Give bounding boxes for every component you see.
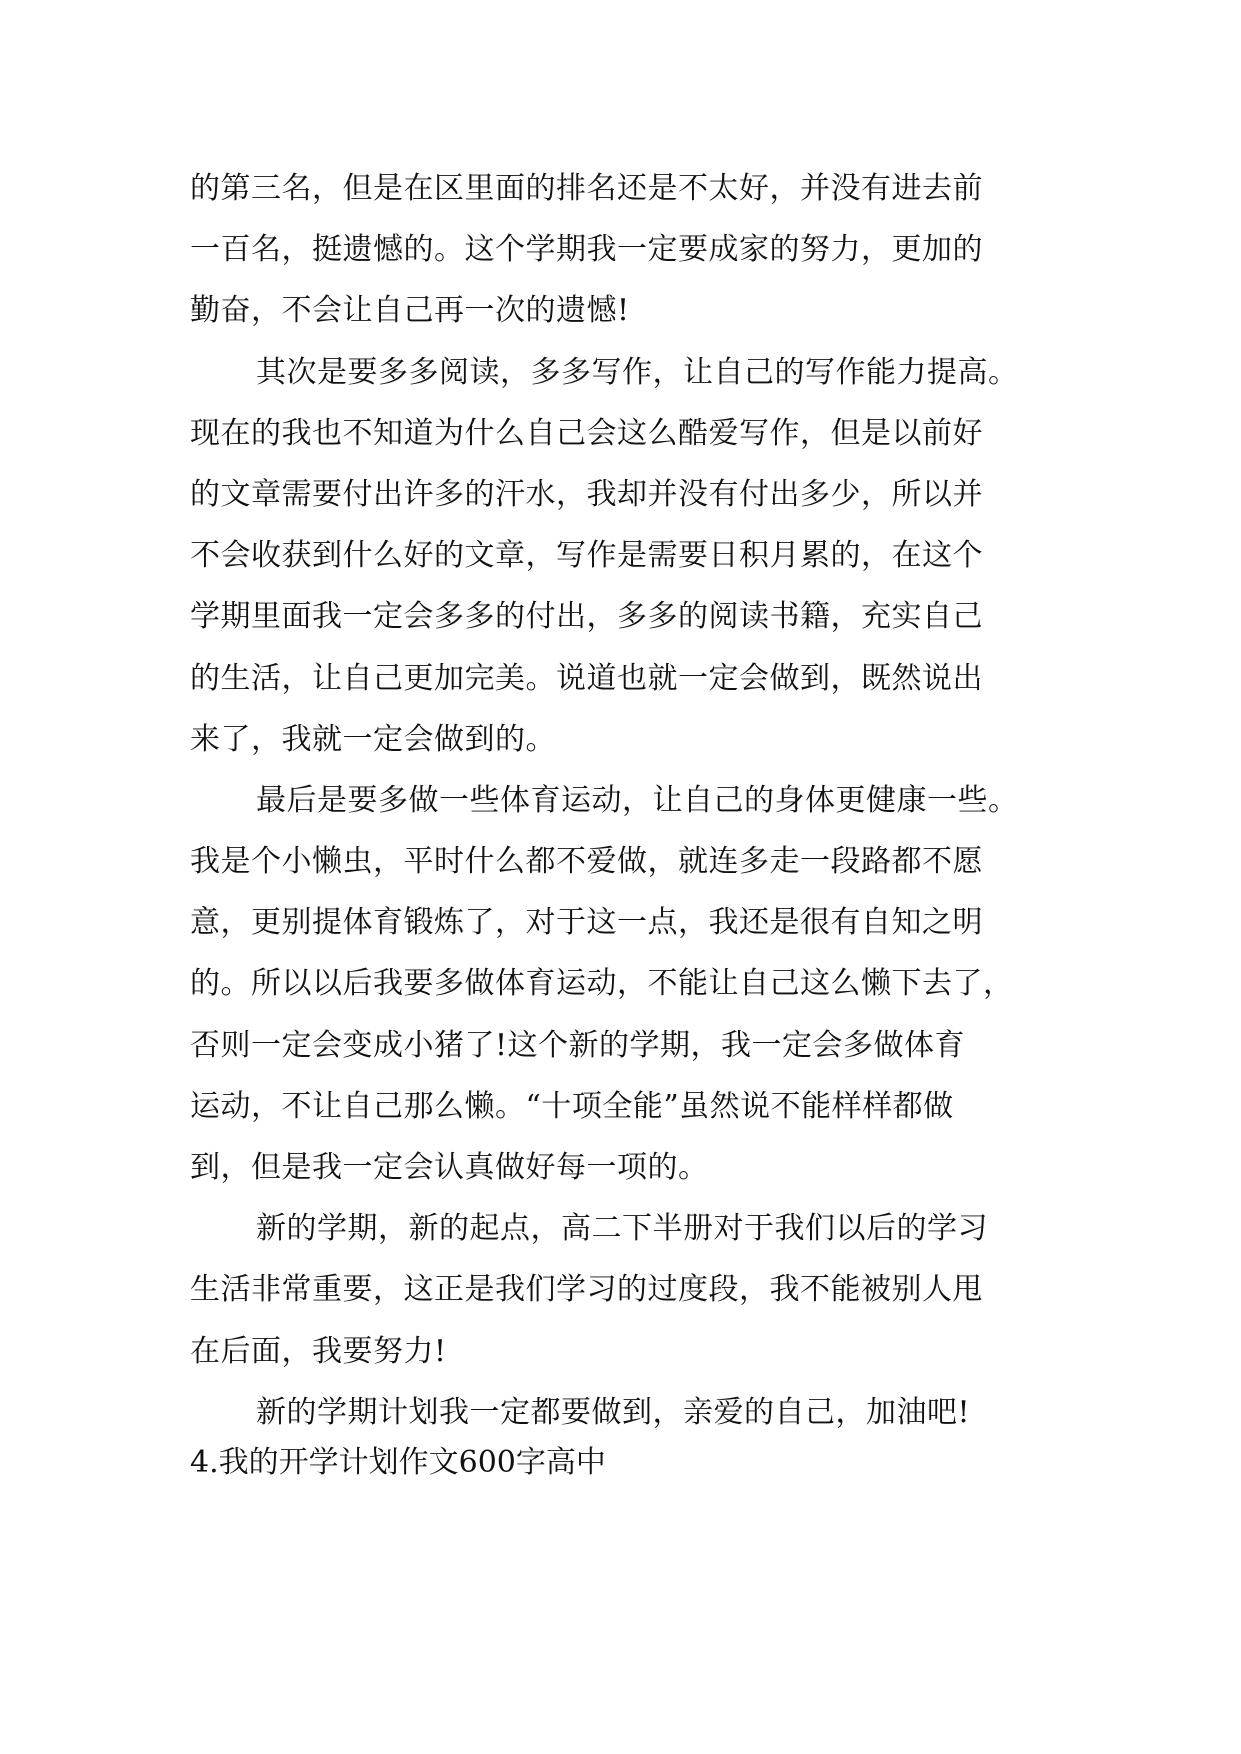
text-line: 一百名，挺遗憾的。这个学期我一定要成家的努力，更加的 <box>190 232 983 268</box>
text-line: 运动，不让自己那么懒。“十项全能”虽然说不能样样都做 <box>190 1088 954 1124</box>
paragraph-start-line: 其次是要多多阅读，多多写作，让自己的写作能力提高。 <box>256 354 1019 390</box>
text-line: 的。所以以后我要多做体育运动，不能让自己这么懒下去了， <box>190 966 1014 1002</box>
text-line: 意，更别提体育锻炼了，对于这一点，我还是很有自知之明 <box>190 905 983 941</box>
text-line: 的文章需要付出许多的汗水，我却并没有付出多少，所以并 <box>190 476 983 512</box>
text-line: 学期里面我一定会多多的付出，多多的阅读书籍，充实自己 <box>190 599 983 635</box>
text-line: 来了，我就一定会做到的。 <box>190 721 556 757</box>
text-line: 否则一定会变成小猪了!这个新的学期，我一定会多做体育 <box>190 1027 966 1063</box>
text-line: 的生活，让自己更加完美。说道也就一定会做到，既然说出 <box>190 660 983 696</box>
essay-body <box>190 158 1052 1443</box>
paragraph-start-line: 新的学期计划我一定都要做到，亲爱的自己，加油吧! <box>256 1394 971 1430</box>
text-line: 到，但是我一定会认真做好每一项的。 <box>190 1150 709 1185</box>
section-heading: 4.我的开学计划作文600字高中 <box>190 1445 606 1480</box>
paragraph-start-line: 最后是要多做一些体育运动，让自己的身体更健康一些。 <box>256 782 1019 818</box>
text-line: 在后面，我要努力! <box>190 1333 447 1369</box>
text-line: 的第三名，但是在区里面的排名还是不太好，并没有进去前 <box>190 171 983 206</box>
text-line: 我是个小懒虫，平时什么都不爱做，就连多走一段路都不愿 <box>190 844 983 880</box>
text-line: 不会收获到什么好的文章，写作是需要日积月累的，在这个 <box>190 538 983 574</box>
text-line: 勤奋，不会让自己再一次的遗憾! <box>190 293 630 329</box>
text-line: 现在的我也不知道为什么自己会这么酷爱写作，但是以前好 <box>190 415 983 451</box>
text-line: 生活非常重要，这正是我们学习的过度段，我不能被别人甩 <box>190 1272 983 1308</box>
paragraph-start-line: 新的学期，新的起点，高二下半册对于我们以后的学习 <box>256 1211 988 1247</box>
